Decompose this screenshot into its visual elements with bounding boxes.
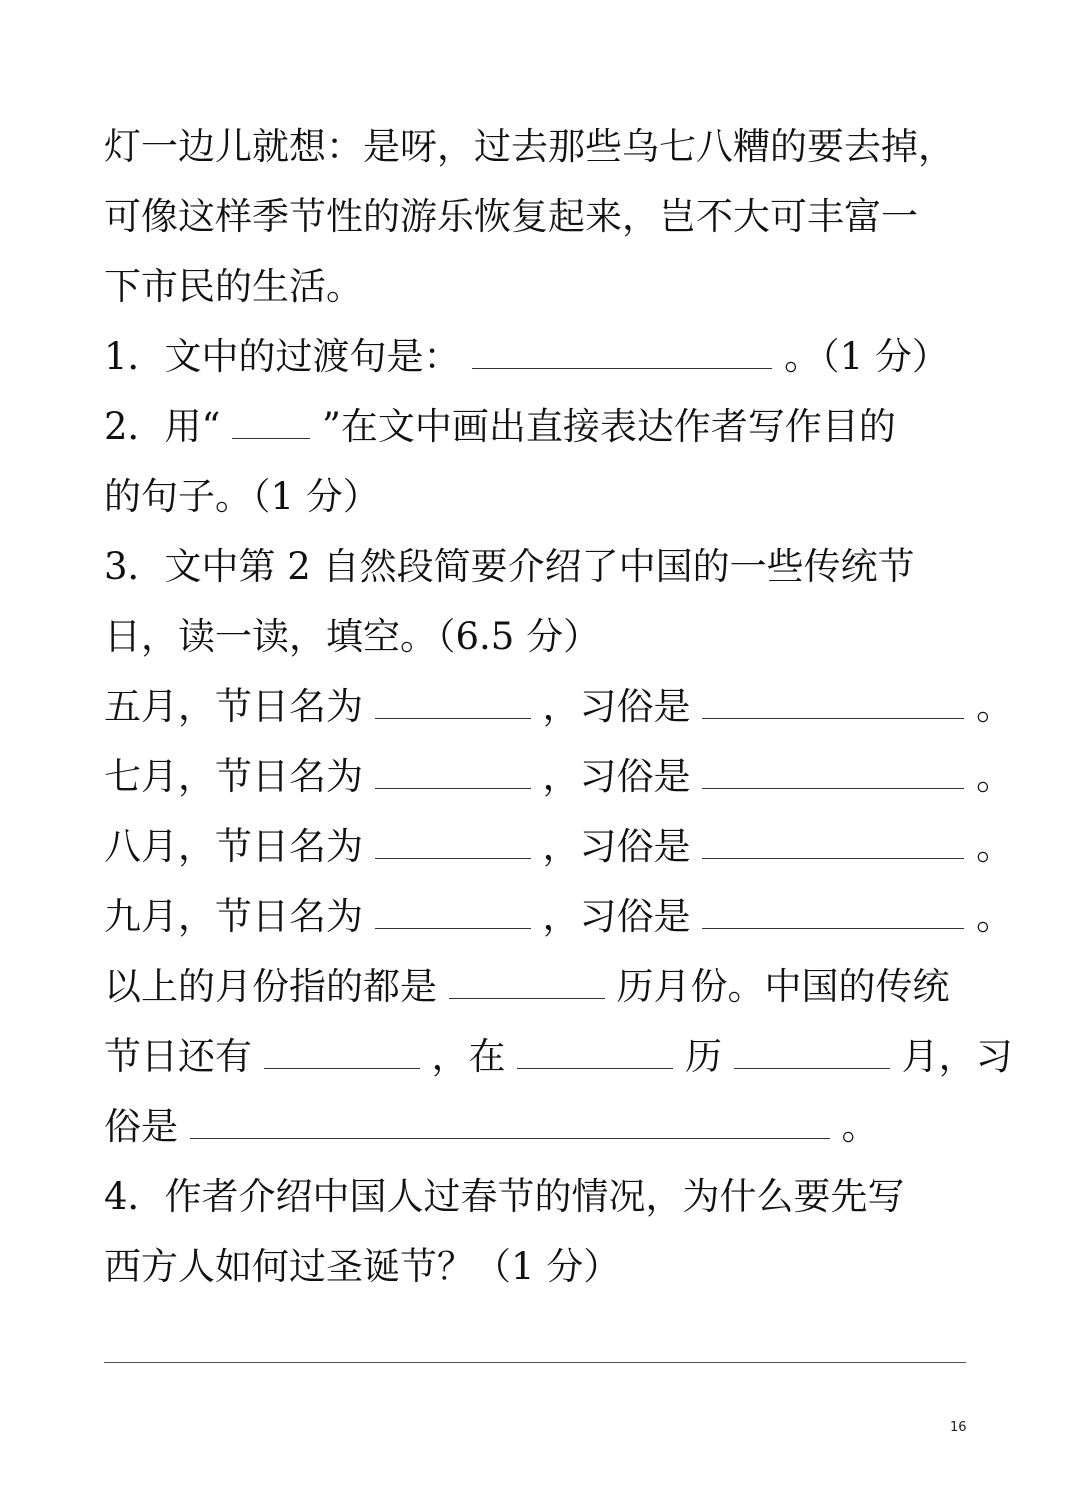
festival-custom-blank[interactable] [702,688,964,719]
festival-row-august [104,812,1014,882]
question-4-line-1: 4．作者介绍中国人过春节的情况，为什么要先写 [104,1175,905,1218]
underline-sample [232,408,310,439]
festival-row-may [104,672,1014,742]
calendar-text-end: 历月份。中国的传统 [616,965,950,1008]
row-end: 。 [976,825,1014,868]
other-festival-text-b: ，在 [431,1035,506,1078]
row-end: 。 [976,895,1014,938]
festival-row-label: 七月，节日名为 [104,755,363,798]
festival-custom-blank[interactable] [702,898,964,929]
other-custom-line [104,1092,984,1162]
transition-sentence-blank[interactable] [472,338,772,369]
festival-name-blank[interactable] [375,758,531,789]
passage-line-3: 下市民的生活。 [104,265,363,308]
other-festival-name-blank[interactable] [264,1038,420,1069]
custom-label: ，习俗是 [542,825,691,868]
question-3-line-1: 3．文中第 2 自然段简要介绍了中国的一些传统节 [104,545,915,588]
festival-name-blank[interactable] [375,898,531,929]
question-1-score: 。（1 分） [784,335,949,378]
festival-row-label: 五月，节日名为 [104,685,363,728]
custom-label: ，习俗是 [542,685,691,728]
custom-label: ，习俗是 [542,895,691,938]
passage-line-2: 可像这样季节性的游乐恢复起来，岂不大可丰富一 [104,195,918,238]
festival-custom-blank[interactable] [702,828,964,859]
question-2 [104,392,984,462]
other-custom-blank[interactable] [190,1108,830,1139]
custom-label: ，习俗是 [542,755,691,798]
row-end: 。 [976,685,1014,728]
other-custom-text-end: 。 [841,1105,879,1148]
festival-name-blank[interactable] [375,688,531,719]
calendar-type-line [104,952,984,1022]
passage-line-1: 灯一边儿就想：是呀，过去那些乌七八糟的要去掉， [104,125,955,168]
question-4-line-2: 西方人如何过圣诞节？（1 分） [104,1245,621,1288]
question-2-start: 2．用“ [104,405,221,448]
festival-row-label: 八月，节日名为 [104,825,363,868]
question-3-line-2: 日，读一读，填空。（6.5 分） [104,615,601,658]
row-end: 。 [976,755,1014,798]
question-2-continued: 的句子。（1 分） [104,475,380,518]
other-festival-calendar-blank[interactable] [517,1038,673,1069]
answer-line[interactable] [104,1362,966,1363]
page-number: 16 [950,1420,967,1435]
calendar-text-start: 以上的月份指的都是 [104,965,437,1008]
festival-row-july [104,742,1014,812]
calendar-type-blank[interactable] [449,968,605,999]
other-festival-text-d: 月，习 [901,1035,1013,1078]
question-2-end: ”在文中画出直接表达作者写作目的 [322,405,896,448]
question-1-text: 1．文中的过渡句是： [104,335,461,378]
festival-row-label: 九月，节日名为 [104,895,363,938]
festival-name-blank[interactable] [375,828,531,859]
question-1 [104,322,984,392]
content-area [104,112,1014,1302]
other-festival-text-c: 历 [685,1035,723,1078]
other-festival-month-blank[interactable] [734,1038,890,1069]
other-festival-text-a: 节日还有 [104,1035,252,1078]
other-custom-text-start: 俗是 [104,1105,178,1148]
festival-row-september [104,882,1014,952]
other-festival-line [104,1022,1013,1092]
festival-custom-blank[interactable] [702,758,964,789]
